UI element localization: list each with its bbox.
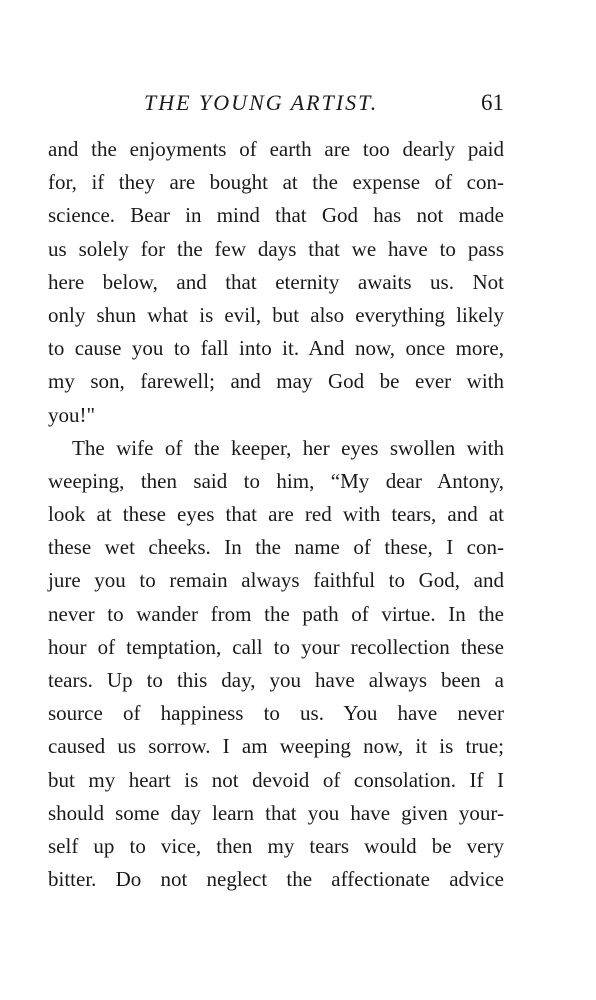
page-number: 61 — [481, 90, 504, 115]
text-line: to cause you to fall into it. And now, once more, — [48, 336, 504, 361]
text-line: here below, and that eternity awaits us. Not — [48, 269, 504, 294]
body-text — [48, 133, 504, 896]
text-line: my son, farewell; and may God be ever with — [48, 369, 504, 394]
text-line: never to wander from the path of virtue. In the — [48, 601, 504, 626]
text-line: these wet cheeks. In the name of these, I con- — [48, 535, 504, 560]
text-line: for, if they are bought at the expense of con- — [48, 170, 504, 195]
text-line: and the enjoyments of earth are too dearly paid — [48, 137, 504, 161]
text-line: hour of temptation, call to your recollection these — [48, 634, 504, 659]
text-line: science. Bear in mind that God has not made — [48, 203, 504, 228]
text-line: self up to vice, then my tears would be very — [48, 833, 504, 858]
text-line: weeping, then said to him, “My dear Antony, — [48, 468, 504, 493]
running-head — [48, 88, 504, 118]
text-line: but my heart is not devoid of consolation. If I — [48, 767, 504, 792]
text-line: should some day learn that you have given your- — [48, 800, 504, 825]
text-line: jure you to remain always faithful to God, and — [48, 568, 504, 593]
text-line: The wife of the keeper, her eyes swollen with — [72, 435, 504, 460]
text-line: caused us sorrow. I am weeping now, it is true; — [48, 734, 504, 759]
text-line: look at these eyes that are red with tears, and at — [48, 502, 504, 527]
scan-speck — [584, 922, 588, 932]
text-line: only shun what is evil, but also everything likely — [48, 302, 504, 327]
running-title: THE YOUNG ARTIST. — [144, 90, 379, 115]
text-line: tears. Up to this day, you have always been a — [48, 668, 504, 692]
text-line: you!" — [48, 402, 96, 427]
text-line: source of happiness to us. You have never — [48, 701, 504, 726]
text-line: us solely for the few days that we have to pass — [48, 236, 504, 261]
text-line: bitter. Do not neglect the affectionate advice — [48, 867, 504, 892]
